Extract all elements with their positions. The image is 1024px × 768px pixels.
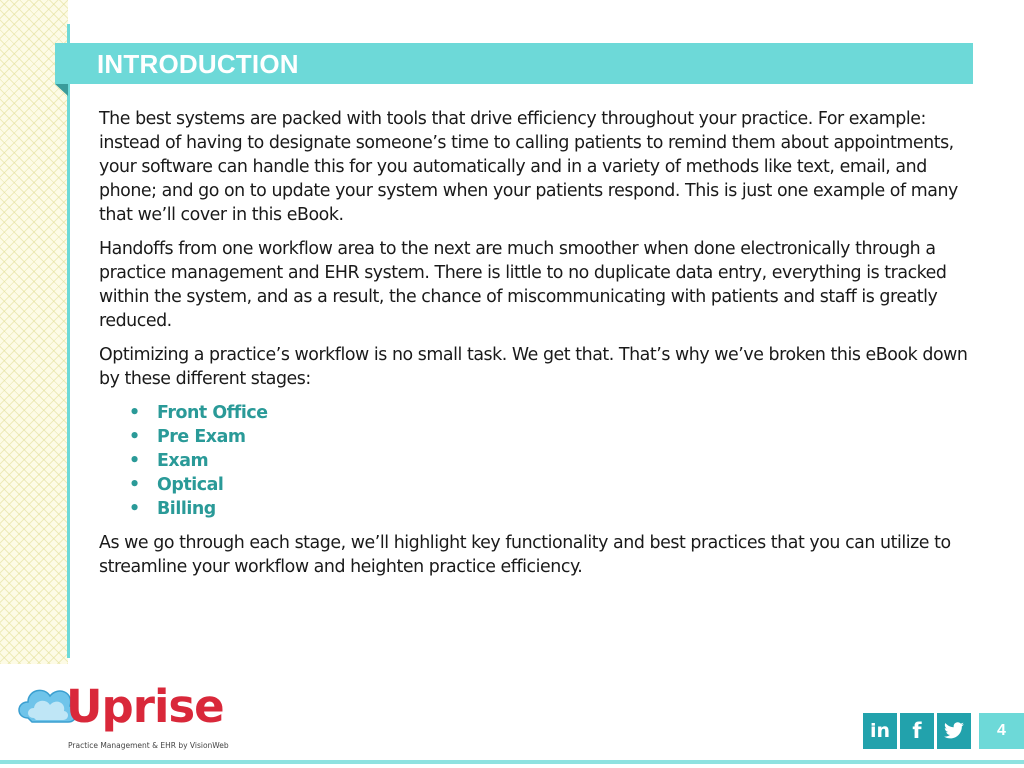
paragraph-intro: The best systems are packed with tools that drive efficiency throughout your practice. For example: instead of having to designate someone’s time to calling patients to remind them about appointments, your software can handle this for you automatically and in a variety of methods like text, email, and phone; and go on to update your system when your patients respond. This is just one example of many that we’ll cover in this eBook.	[99, 109, 958, 225]
header-fold-corner	[55, 84, 68, 96]
logo-tagline: Practice Management & EHR by VisionWeb	[68, 741, 229, 750]
facebook-button[interactable]	[900, 713, 934, 749]
footer-divider	[0, 760, 1024, 764]
stages-list	[99, 401, 979, 521]
decorative-pattern-sidebar	[0, 0, 68, 664]
facebook-icon: f	[912, 719, 922, 743]
stage-label: Front Office	[157, 403, 268, 423]
bullet-icon: •	[129, 427, 140, 447]
body-content	[99, 107, 979, 589]
stage-item-pre-exam	[129, 425, 979, 449]
stage-item-billing	[129, 497, 979, 521]
stage-label: Optical	[157, 475, 224, 495]
twitter-bird-icon	[943, 722, 965, 740]
stage-label: Billing	[157, 499, 216, 519]
logo-wordmark: Uprise	[66, 680, 224, 733]
paragraph-closing: As we go through each stage, we’ll highlight key functionality and best practices that you can utilize to streamline your workflow and heighten practice efficiency.	[99, 533, 951, 577]
page-number: 4	[979, 713, 1024, 749]
stage-label: Exam	[157, 451, 209, 471]
sidebar-divider	[67, 24, 70, 658]
uprise-logo	[14, 678, 264, 758]
paragraph-optimizing: Optimizing a practice’s workflow is no small task. We get that. That’s why we’ve broken this eBook down by these different stages:	[99, 345, 968, 389]
bullet-icon: •	[129, 475, 140, 495]
linkedin-icon: in	[869, 720, 891, 742]
linkedin-button[interactable]	[863, 713, 897, 749]
twitter-button[interactable]	[937, 713, 971, 749]
stage-label: Pre Exam	[157, 427, 246, 447]
paragraph-handoffs: Handoffs from one workflow area to the next are much smoother when done electronically through a practice management and EHR system. There is little to no duplicate data entry, everything is tracked within the system, and as a result, the chance of miscommunicating with patients and staff is greatly reduced.	[99, 239, 947, 331]
bullet-icon: •	[129, 451, 140, 471]
stage-item-front-office	[129, 401, 979, 425]
stage-item-optical	[129, 473, 979, 497]
social-links	[863, 713, 973, 749]
stage-item-exam	[129, 449, 979, 473]
bullet-icon: •	[129, 499, 140, 519]
page-title: INTRODUCTION	[97, 49, 299, 79]
bullet-icon: •	[129, 403, 140, 423]
